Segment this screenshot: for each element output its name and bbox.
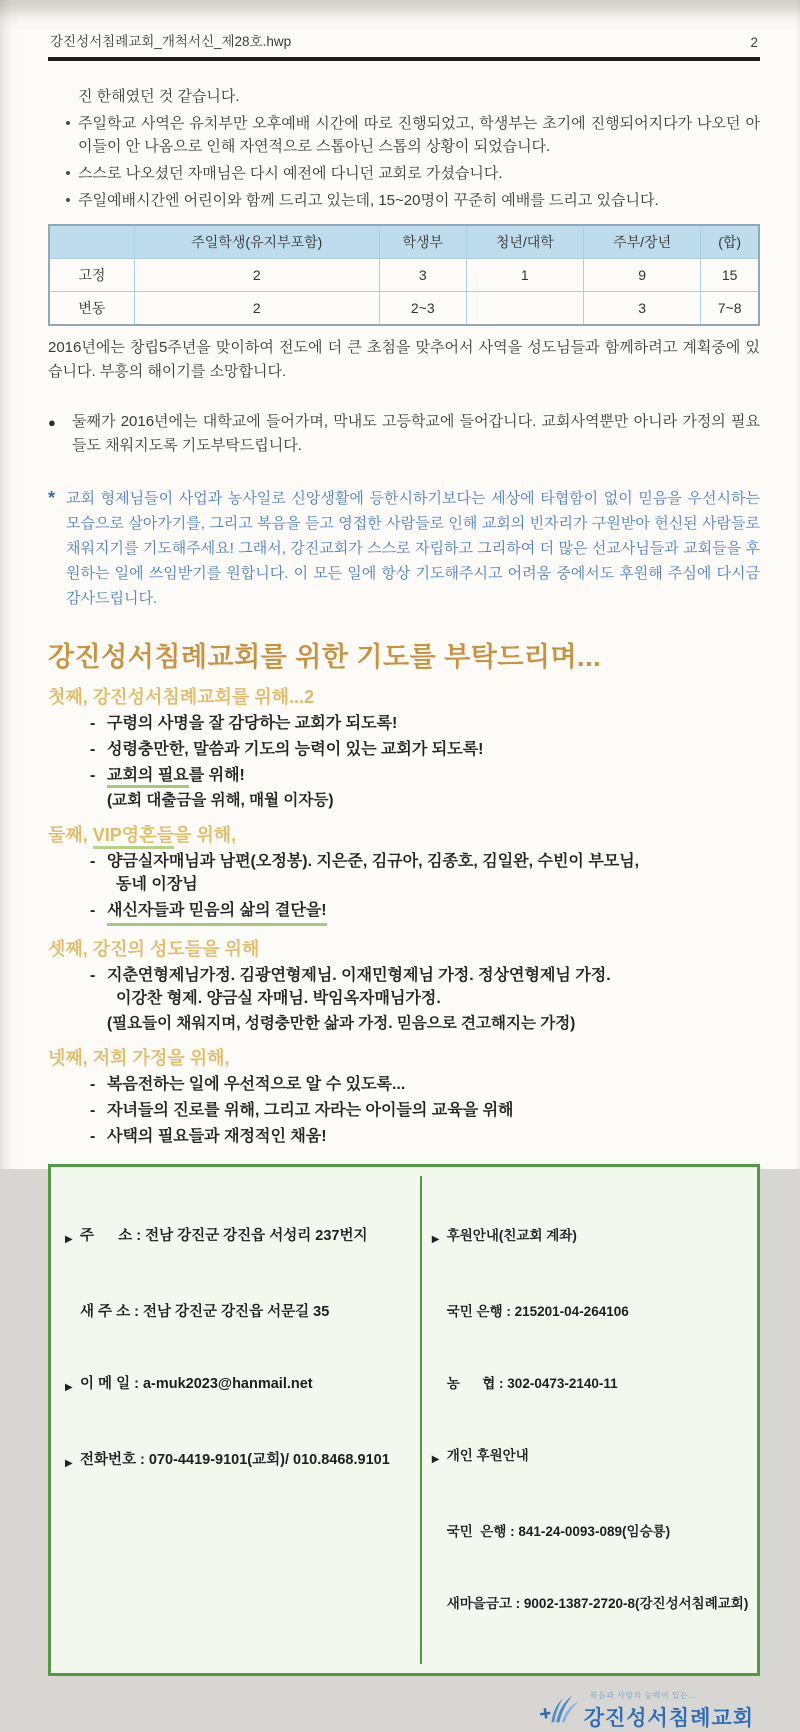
document-header — [48, 30, 760, 50]
prayer-item: - 복음전하는 일에 우선적으로 알 수 있도록... — [90, 1073, 760, 1096]
triangle-bullet-icon: ▶ — [431, 1234, 440, 1245]
prayer-section-2-heading: 둘째, VIP영혼들을 위해, — [48, 821, 760, 847]
prayer-item-note: (필요들이 채워지며, 성령충만한 삶과 가정. 믿음으로 견고해지는 가정) — [107, 1015, 576, 1032]
info-line: 새마을금고 : 9002-1387-2720-8(강진성서침례교회) — [432, 1592, 749, 1616]
info-line: 국민 은행 : 215201-04-264106 — [432, 1300, 749, 1324]
table-header-row — [49, 225, 759, 259]
table-row — [49, 259, 759, 292]
table-cell: 1 — [466, 259, 583, 292]
family-news-paragraph: ● 둘째가 2016년에는 대학교에 들어가며, 막내도 고등학교에 들어갑니다. 교회사역뿐만 아니라 가정의 필요들도 채워지도록 기도부탁드립니다. — [48, 410, 760, 458]
column-header: 청년/대학 — [466, 225, 583, 259]
table-cell — [466, 292, 583, 326]
info-line: ▶ 주 소 : 전남 강진군 강진읍 서성리 237번지 — [65, 1224, 418, 1252]
hand-cross-logo-icon — [538, 1691, 580, 1732]
table-cell: 2 — [134, 292, 379, 326]
prayer-section-1-heading: 첫째, 강진성서침례교회를 위해...2 — [48, 687, 315, 707]
prayer-item: - 새신자들과 믿음의 삶의 결단을! — [90, 899, 760, 926]
triangle-bullet-icon — [432, 1372, 447, 1396]
triangle-bullet-icon — [432, 1300, 447, 1324]
info-line: ▶ 개인 후원안내 — [432, 1444, 749, 1472]
prayer-item: - 교회의 필요를 위해! — [90, 764, 760, 787]
triangle-bullet-icon: ▶ — [431, 1454, 440, 1465]
triangle-bullet-icon — [65, 1300, 80, 1324]
prayer-section-4-heading: 넷째, 저희 가정을 위해, — [48, 1048, 230, 1068]
document-filename: 강진성서침례교회_개척서신_제28호.hwp — [50, 34, 292, 49]
attendance-table — [48, 224, 760, 326]
table-row — [49, 292, 759, 326]
anniversary-plan-paragraph: 2016년에는 창립5주년을 맞이하여 전도에 더 큰 초첨을 맞추어서 사역을 성도님들과 함께하려고 계획중에 있습니다. 부흥의 해이기를 소망합니다. — [48, 339, 760, 380]
prayer-section-3-heading: 셋째, 강진의 성도들을 위해 — [48, 939, 260, 959]
intro-continuation-text: 진 한해였던 것 같습니다. — [78, 88, 240, 105]
page-number: 2 — [750, 35, 758, 50]
contact-support-box — [48, 1164, 760, 1676]
list-item: • 주일예배시간엔 어린이와 함께 드리고 있는데, 15~20명이 꾸준히 예배를 드리고 있습니다. — [58, 189, 760, 212]
prayer-item: - 성령충만한, 말씀과 기도의 능력이 있는 교회가 되도록! — [90, 738, 760, 761]
row-label: 변동 — [49, 292, 134, 326]
info-line: ▶ 전화번호 : 070-4419-9101(교회)/ 010.8468.9101 — [65, 1448, 418, 1476]
prayer-section-title: 강진성서침례교회를 위한 기도를 부탁드리며... — [48, 642, 602, 672]
prayer-item: - 양금실자매님과 남편(오정봉). 지은준, 김규아, 김종호, 김일완, 수빈이 부모님, 동네 이장님 — [90, 850, 760, 896]
table-cell: 9 — [583, 259, 700, 292]
row-label: 고정 — [49, 259, 134, 292]
logo-church-name: 강진성서침례교회 — [583, 1707, 754, 1730]
support-request-paragraph: * 교회 형제님들이 사업과 농사일로 신앙생활에 등한시하기보다는 세상에 타협함이 없이 믿음을 우선시하는 모습으로 살아가기를, 그리고 복음을 듣고 영접한 사람들로 인해 교회의 빈자리가 구원받아 헌신된 사람들로 채워지기를 기도해주세요! 그래서, 강진교회가 스스로 자립하고 그리하여 더 많은 선교사님들과 교회들을 후원하는 일에 쓰임받기를 원합니다. 이 모든 일에 항상 기도해주시고 어려움 중에서도 후원해 주심에 다시금 감사드립니다. — [48, 486, 760, 611]
support-account-column — [420, 1176, 749, 1664]
list-item: • 스스로 나오셨던 자매님은 다시 예전에 다니던 교회로 가셨습니다. — [58, 162, 760, 185]
info-line: 농 협 : 302-0473-2140-11 — [432, 1372, 749, 1396]
triangle-bullet-icon: ▶ — [65, 1458, 73, 1469]
contact-info-column — [61, 1176, 418, 1664]
prayer-item: - 사택의 필요들과 재정적인 채움! — [90, 1125, 760, 1148]
table-cell: 2 — [134, 259, 379, 292]
triangle-bullet-icon — [432, 1520, 447, 1544]
info-line: ▶ 이 메 일 : a-muk2023@hanmail.net — [65, 1372, 418, 1400]
table-cell: 15 — [701, 259, 759, 292]
triangle-bullet-icon — [432, 1592, 447, 1616]
info-line: 새 주 소 : 전남 강진군 강진읍 서문길 35 — [65, 1300, 418, 1324]
prayer-item-note: (교회 대출금을 위해, 매월 이자등) — [107, 792, 334, 809]
info-line: ▶ 후원안내(친교회 계좌) — [432, 1224, 749, 1252]
church-logo — [48, 1690, 760, 1732]
column-header: (합) — [701, 225, 759, 259]
prayer-item: - 자녀들의 진로를 위해, 그리고 자라는 아이들의 교육을 위해 — [90, 1099, 760, 1122]
triangle-bullet-icon: ▶ — [65, 1234, 73, 1245]
logo-tagline: 복음과 사랑의 능력이 있는... — [589, 1691, 697, 1700]
table-cell: 7~8 — [701, 292, 759, 326]
prayer-item: - 지춘연형제님가정. 김광연형제님. 이재민형제님 가정. 정상연형제님 가정. 이강찬 형제. 양금실 자매님. 박임옥자매님가정. — [90, 964, 760, 1010]
header-divider — [48, 57, 760, 61]
table-cell: 2~3 — [379, 292, 466, 326]
info-line: 국민 은행 : 841-24-0093-089(임승룡) — [432, 1520, 749, 1544]
prayer-item: - 구령의 사명을 잘 감당하는 교회가 되도록! — [90, 712, 760, 735]
column-header: 주부/장년 — [583, 225, 700, 259]
table-cell: 3 — [379, 259, 466, 292]
triangle-bullet-icon: ▶ — [65, 1382, 73, 1393]
column-header: 학생부 — [379, 225, 466, 259]
list-item: • 주일학교 사역은 유치부만 오후예배 시간에 따로 진행되었고, 학생부는 초기에 진행되어지다가 나오던 아이들이 안 나옴으로 인해 자연적으로 스톱아닌 스톱의 상황이 되었습니다. — [58, 112, 760, 158]
table-cell: 3 — [583, 292, 700, 326]
column-header — [49, 225, 134, 259]
intro-bullet-list — [58, 112, 760, 212]
column-header: 주일학생(유지부포함) — [134, 225, 379, 259]
